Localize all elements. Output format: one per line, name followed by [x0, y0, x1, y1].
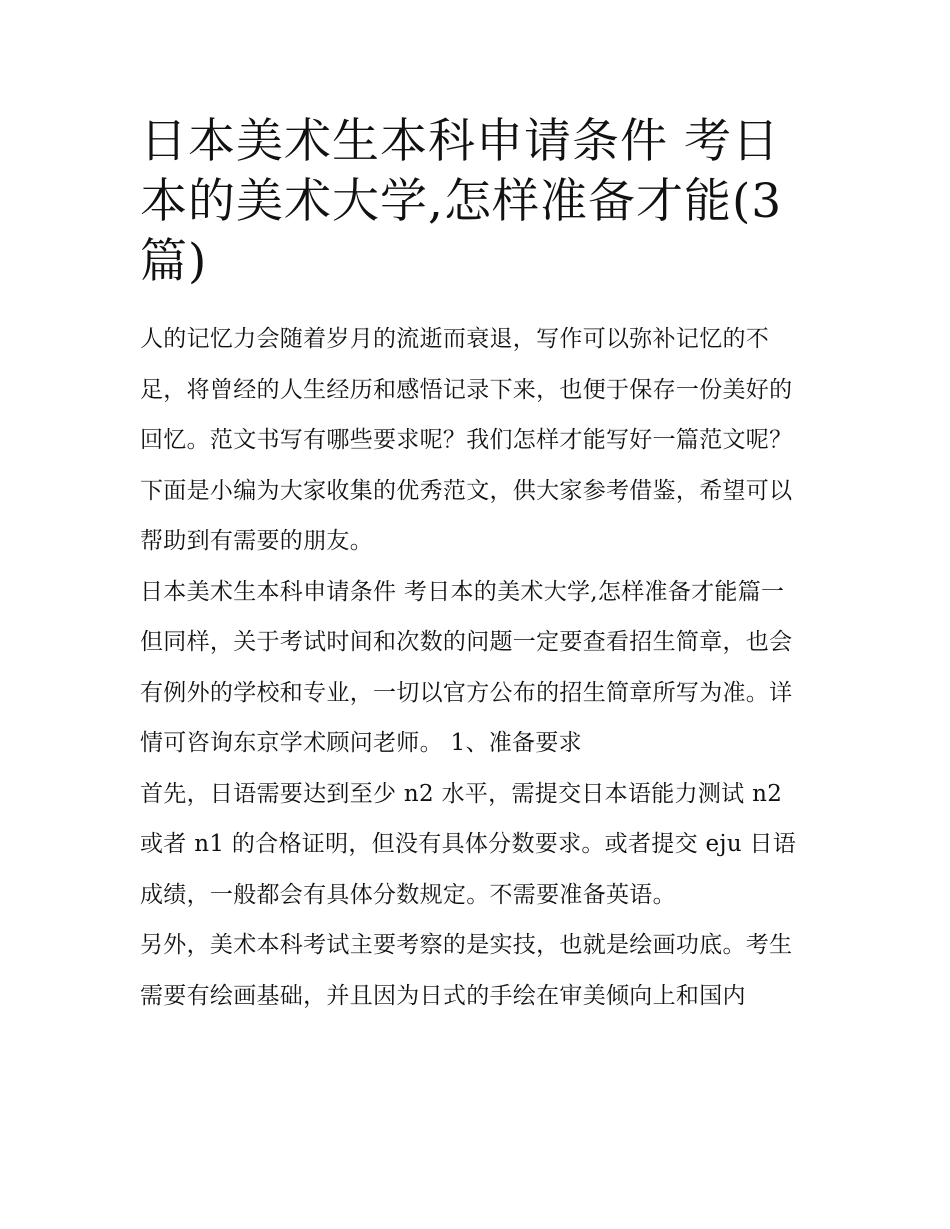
document-page: [140, 112, 812, 1021]
document-title: 日本美术生本科申请条件 考日本的美术大学,怎样准备才能(3篇): [140, 114, 783, 289]
section-heading: 日本美术生本科申请条件 考日本的美术大学,怎样准备才能篇一: [140, 578, 785, 605]
body-paragraph: 另外，美术本科考试主要考察的是实技，也就是绘画功底。考生需要有绘画基础，并且因为日式的手绘在审美倾向上和国内: [140, 932, 793, 1009]
body-paragraph: 首先，日语需要达到至少 n2 水平，需提交日本语能力测试 n2 或者 n1 的合格证明，但没有具体分数要求。或者提交 eju 日语成绩，一般都会有具体分数规定。不需要准备英语。: [140, 780, 797, 908]
body-paragraph: 但同样，关于考试时间和次数的问题一定要查看招生简章，也会有例外的学校和专业，一切以官方公布的招生简章所写为准。详情可咨询东京学术顾问老师。 1、准备要求: [140, 629, 793, 756]
intro-paragraph: 人的记忆力会随着岁月的流逝而衰退，写作可以弥补记忆的不足，将曾经的人生经历和感悟记录下来，也便于保存一份美好的回忆。范文书写有哪些要求呢？我们怎样才能写好一篇范文呢？下面是小编为大家收集的优秀范文，供大家参考借鉴，希望可以帮助到有需要的朋友。: [140, 326, 793, 554]
